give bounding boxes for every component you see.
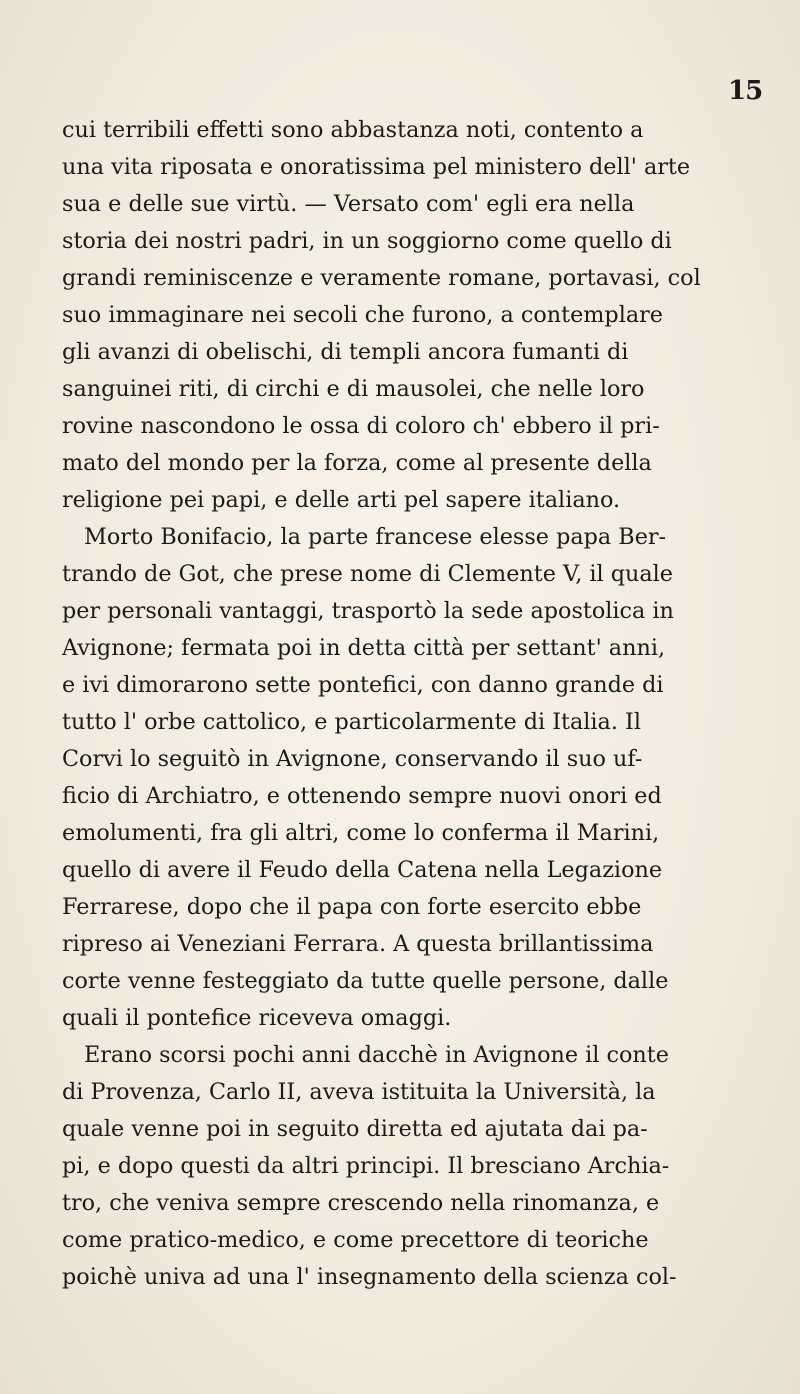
text-line: per personali vantaggi, trasportò la sede apostolica in xyxy=(62,598,674,624)
text-line: trando de Got, che prese nome di Clemente V, il quale xyxy=(62,561,673,587)
text-line: tro, che veniva sempre crescendo nella rinomanza, e xyxy=(62,1190,660,1216)
text-line: tutto l' orbe cattolico, e particolarmente di Italia. Il xyxy=(62,709,641,735)
text-line: Corvi lo seguitò in Avignone, conservando il suo uf- xyxy=(62,746,643,772)
text-line: pi, e dopo questi da altri principi. Il bresciano Archia- xyxy=(62,1153,670,1179)
text-line: rovine nascondono le ossa di coloro ch' ebbero il pri- xyxy=(62,413,660,439)
body-text xyxy=(62,112,752,1296)
text-line: Avignone; fermata poi in detta città per settant' anni, xyxy=(62,635,666,661)
page-number: 15 xyxy=(728,76,763,106)
text-line: sua e delle sue virtù. — Versato com' egli era nella xyxy=(62,191,635,217)
text-line: Ferrarese, dopo che il papa con forte esercito ebbe xyxy=(62,894,642,920)
text-line: di Provenza, Carlo II, aveva istituita la Università, la xyxy=(62,1079,656,1105)
paragraph-start-line: Erano scorsi pochi anni dacchè in Avignone il conte xyxy=(84,1042,669,1068)
text-line: corte venne festeggiato da tutte quelle persone, dalle xyxy=(62,968,669,994)
text-line: quello di avere il Feudo della Catena nella Legazione xyxy=(62,857,663,883)
text-line: quale venne poi in seguito diretta ed ajutata dai pa- xyxy=(62,1116,648,1142)
text-line: una vita riposata e onoratissima pel ministero dell' arte xyxy=(62,154,691,180)
text-line: ficio di Archiatro, e ottenendo sempre nuovi onori ed xyxy=(62,783,662,809)
text-line: suo immaginare nei secoli che furono, a contemplare xyxy=(62,302,663,328)
text-line: emolumenti, fra gli altri, come lo conferma il Marini, xyxy=(62,820,660,846)
text-line: mato del mondo per la forza, come al presente della xyxy=(62,450,652,476)
text-line: sanguinei riti, di circhi e di mausolei, che nelle loro xyxy=(62,376,645,402)
text-line: ripreso ai Veneziani Ferrara. A questa brillantissima xyxy=(62,931,654,957)
text-line: grandi reminiscenze e veramente romane, portavasi, col xyxy=(62,265,701,291)
text-line: quali il pontefice riceveva omaggi. xyxy=(62,1005,452,1031)
text-line: religione pei papi, e delle arti pel sapere italiano. xyxy=(62,487,621,513)
text-line: storia dei nostri padri, in un soggiorno come quello di xyxy=(62,228,672,254)
text-line: poichè univa ad una l' insegnamento della scienza col- xyxy=(62,1264,677,1290)
text-line: cui terribili effetti sono abbastanza noti, contento a xyxy=(62,117,644,143)
text-line: gli avanzi di obelischi, di templi ancora fumanti di xyxy=(62,339,629,365)
paragraph-start-line: Morto Bonifacio, la parte francese elesse papa Ber- xyxy=(84,524,667,550)
text-line: e ivi dimorarono sette pontefici, con danno grande di xyxy=(62,672,664,698)
text-line: come pratico-medico, e come precettore di teoriche xyxy=(62,1227,649,1253)
